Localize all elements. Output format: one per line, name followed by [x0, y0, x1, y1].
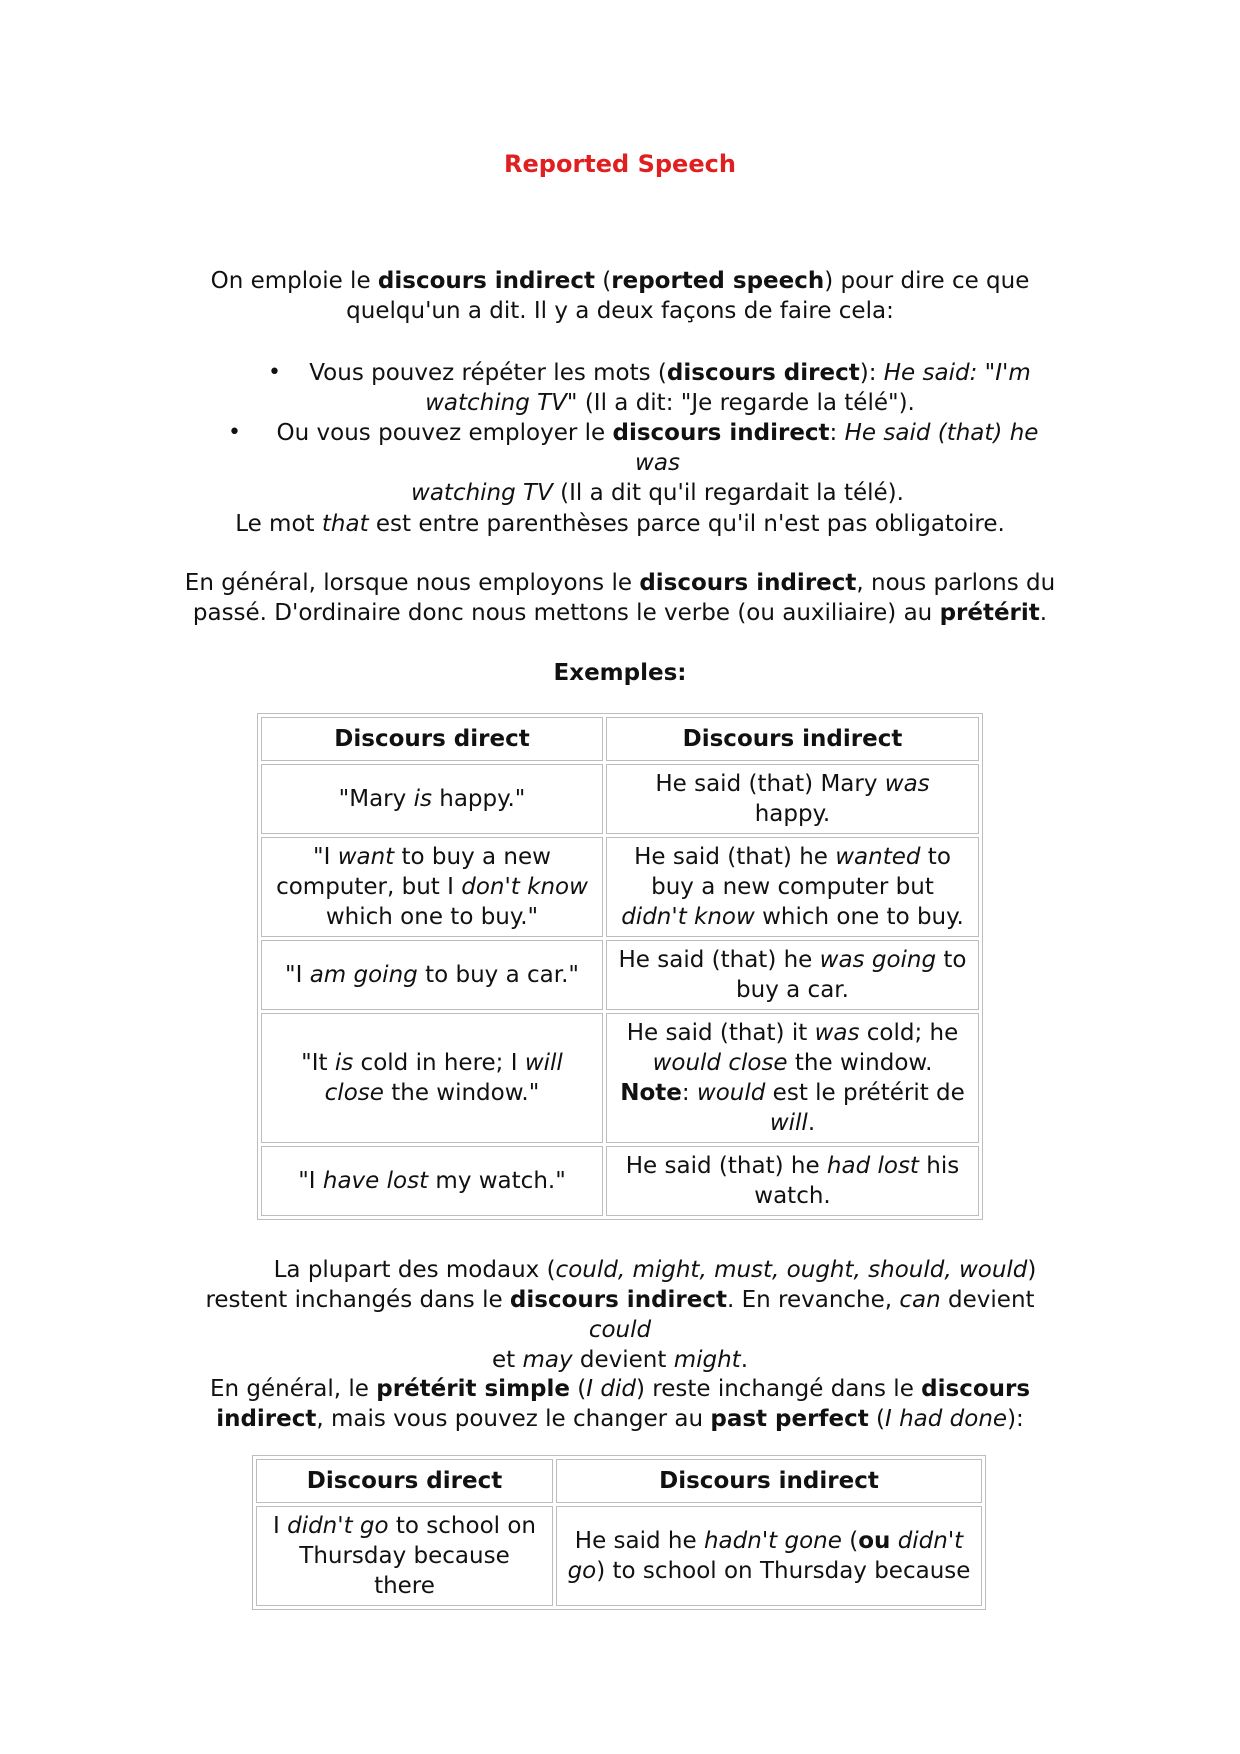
ways-list — [230, 358, 1060, 508]
list-item-indirect: • Ou vous pouvez employer le discours indirect: He said (that) he was watching TV (Il a dit qu'il regardait la télé). — [228, 420, 1039, 506]
cell-indirect: He said (that) he was going to buy a car. — [606, 940, 979, 1010]
cell-direct: "Mary is happy." — [261, 764, 603, 834]
intro-paragraph: On emploie le discours indirect (reported speech) pour dire ce que quelqu'un a dit. Il y a deux façons de faire cela: — [210, 268, 1030, 324]
table-row — [261, 837, 979, 937]
bullet-icon: • — [268, 360, 281, 385]
examples-heading: Exemples: — [553, 660, 687, 686]
header-indirect: Discours indirect — [556, 1459, 982, 1503]
list-item-direct: • Vous pouvez répéter les mots (discours direct): He said: "I'm watching TV" (Il a dit: "Je regarde la télé"). — [268, 360, 1031, 416]
modals-paragraph: La plupart des modaux (could, might, must, ought, should, would) restent inchangés dans le discours indirect. En revanche, can devient could et may devient might. — [205, 1257, 1037, 1373]
table-row — [256, 1506, 982, 1606]
general-paragraph: En général, lorsque nous employons le discours indirect, nous parlons du passé. D'ordinaire donc nous mettons le verbe (ou auxiliaire) au prétérit. — [184, 570, 1056, 626]
table-row — [261, 1013, 979, 1143]
cell-indirect: He said (that) he wanted to buy a new computer but didn't know which one to buy. — [606, 837, 979, 937]
table-header-row — [256, 1459, 982, 1503]
cell-indirect: He said he hadn't gone (ou didn't go) to school on Thursday because — [556, 1506, 982, 1606]
page-title: Reported Speech — [504, 150, 736, 178]
header-direct: Discours direct — [256, 1459, 553, 1503]
cell-indirect: He said (that) he had lost his watch. — [606, 1146, 979, 1216]
preterit-table — [252, 1455, 986, 1610]
table-header-row — [261, 717, 979, 761]
header-direct: Discours direct — [261, 717, 603, 761]
cell-indirect: He said (that) it was cold; he would close the window. Note: would est le prétérit de will. — [606, 1013, 979, 1143]
bullet-icon: • — [228, 420, 241, 445]
cell-direct: "It is cold in here; I will close the window." — [261, 1013, 603, 1143]
table-row — [261, 764, 979, 834]
cell-direct: "I want to buy a new computer, but I don't know which one to buy." — [261, 837, 603, 937]
that-note: Le mot that est entre parenthèses parce qu'il n'est pas obligatoire. — [235, 511, 1005, 537]
table-row — [261, 940, 979, 1010]
cell-direct: "I am going to buy a car." — [261, 940, 603, 1010]
header-indirect: Discours indirect — [606, 717, 979, 761]
cell-indirect: He said (that) Mary was happy. — [606, 764, 979, 834]
cell-direct: I didn't go to school on Thursday because there — [256, 1506, 553, 1606]
preterit-paragraph: En général, le prétérit simple (I did) reste inchangé dans le discours indirect, mais vous pouvez le changer au past perfect (I had done): — [209, 1376, 1031, 1432]
table-row — [261, 1146, 979, 1216]
cell-direct: "I have lost my watch." — [261, 1146, 603, 1216]
examples-table — [257, 713, 983, 1220]
